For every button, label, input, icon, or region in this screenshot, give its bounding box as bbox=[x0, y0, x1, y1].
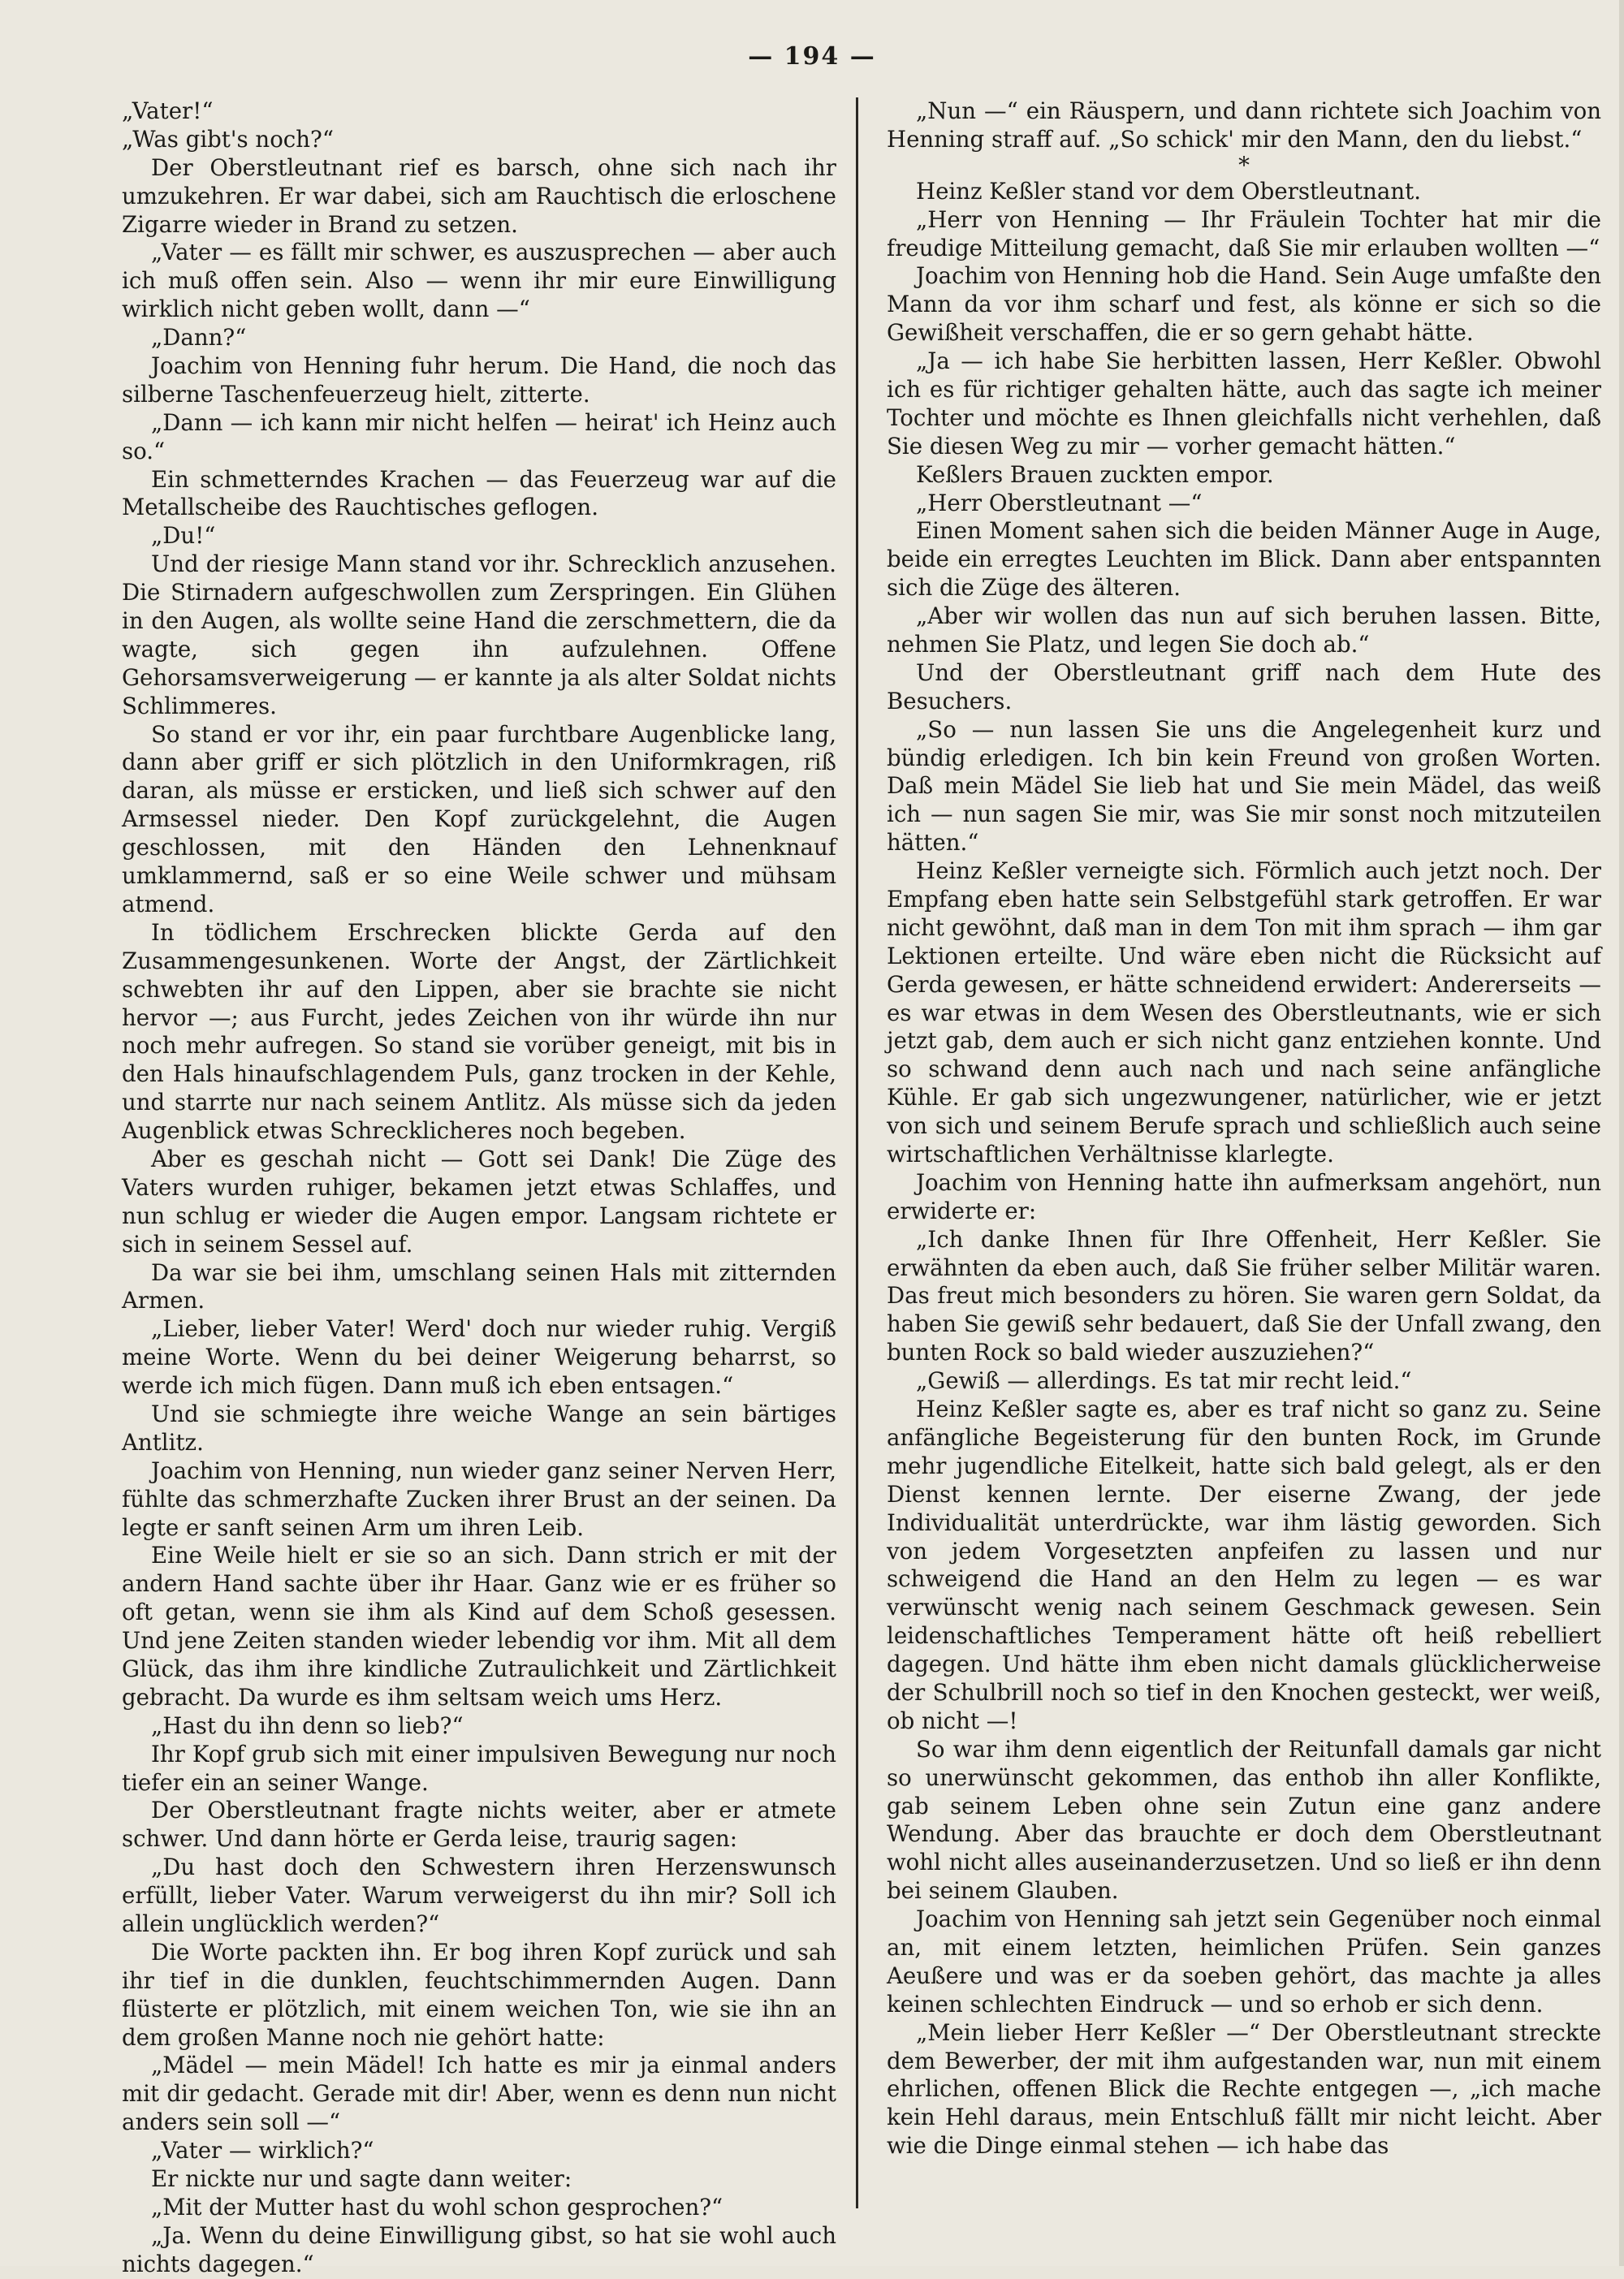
paragraph: Joachim von Henning, nun wieder ganz seiner Nerven Herr, fühlte das schmerzhafte Zucken ihrer Brust an der seinen. Da legte er sanft seinen Arm um ihren Leib. bbox=[122, 1457, 836, 1541]
paragraph: Ihr Kopf grub sich mit einer impulsiven Bewegung nur noch tiefer ein an seiner Wange. bbox=[122, 1740, 836, 1796]
page-number: — 194 — bbox=[748, 42, 876, 71]
paragraph: So war ihm denn eigentlich der Reitunfall damals gar nicht so unerwünscht gekommen, das enthob ihn aller Konflikte, gab seinem Leben ohne sein Zutun eine ganz andere Wendung. Aber das brauchte er doch dem Oberstleutnant wohl nicht alles auseinanderzusetzen. Und so ließ er ihn denn bei seinem Glauben. bbox=[887, 1735, 1601, 1905]
scan-edge-shadow bbox=[1619, 0, 1624, 2266]
paragraph: „Mit der Mutter hast du wohl schon gesprochen?“ bbox=[151, 2193, 723, 2221]
paragraph: Aber es geschah nicht — Gott sei Dank! Die Züge des Vaters wurden ruhiger, bekamen jetzt etwas Schlaffes, und nun schlug er wieder die Augen empor. Langsam richtete er sich in seinem Sessel auf. bbox=[122, 1145, 836, 1258]
section-break-asterisk: * bbox=[1238, 151, 1250, 179]
paragraph: Einen Moment sahen sich die beiden Männer Auge in Auge, beide ein erregtes Leuchten im Blick. Dann aber entspannten sich die Züge des älteren. bbox=[887, 517, 1601, 602]
paragraph: „Mädel — mein Mädel! Ich hatte es mir ja einmal anders mit dir gedacht. Gerade mit dir! Aber, wenn es denn nun nicht anders sein soll —“ bbox=[122, 2052, 836, 2136]
paragraph: „So — nun lassen Sie uns die Angelegenheit kurz und bündig erledigen. Ich bin kein Freund von großen Worten. Daß mein Mädel Sie lieb hat und Sie mein Mädel, das weiß ich — nun sagen Sie mir, was Sie mir sonst noch mitzuteilen hätten.“ bbox=[887, 715, 1601, 857]
paragraph: „Lieber, lieber Vater! Werd' doch nur wieder ruhig. Vergiß meine Worte. Wenn du bei deiner Weigerung beharrst, so werde ich mich fügen. Dann muß ich eben entsagen.“ bbox=[122, 1315, 836, 1400]
paragraph: „Hast du ihn denn so lieb?“ bbox=[151, 1711, 464, 1739]
column-divider bbox=[856, 97, 858, 2208]
paragraph: Der Oberstleutnant fragte nichts weiter, aber er atmete schwer. Und dann hörte er Gerda leise, traurig sagen: bbox=[122, 1797, 836, 1853]
paragraph: Heinz Keßler verneigte sich. Förmlich auch jetzt noch. Der Empfang eben hatte sein Selbstgefühl stark getroffen. Er war nicht gewöhnt, daß man in dem Ton mit ihm sprach — ihm gar Lektionen erteilte. Und wäre eben nicht die Rücksicht auf Gerda gewesen, er hätte schneidend erwidert: Andererseits — es war etwas in dem Wesen des Oberstleutnants, wie er sich jetzt gab, dem auch er sich nicht ganz entziehen konnte. Und so schwand denn auch nach und nach seine anfängliche Kühle. Er gab sich ungezwungener, natürlicher, wie er jetzt von sich und seinem Berufe sprach und schließlich auch seine wirtschaftlichen Verhältnisse klarlegte. bbox=[887, 857, 1601, 1168]
left-column bbox=[122, 97, 836, 2279]
paragraph: „Herr von Henning — Ihr Fräulein Tochter hat mir die freudige Mitteilung gemacht, daß Sie mir erlauben wollten —“ bbox=[887, 205, 1601, 261]
paragraph: „Vater!“ bbox=[122, 97, 214, 124]
paragraph: Joachim von Henning fuhr herum. Die Hand, die noch das silberne Taschenfeuerzeug hielt, zitterte. bbox=[122, 352, 836, 408]
paragraph: Joachim von Henning hatte ihn aufmerksam angehört, nun erwiderte er: bbox=[887, 1168, 1601, 1224]
paragraph: „Vater — wirklich?“ bbox=[151, 2137, 374, 2165]
paragraph: „Dann?“ bbox=[151, 324, 247, 352]
paragraph: Ein schmetterndes Krachen — das Feuerzeug war auf die Metallscheibe des Rauchtisches geflogen. bbox=[122, 465, 836, 521]
paragraph: „Du!“ bbox=[151, 522, 216, 550]
paragraph: Joachim von Henning hob die Hand. Sein Auge umfaßte den Mann da vor ihm scharf und fest, als könne er sich so die Gewißheit verschaffen, die er so gern gehabt hätte. bbox=[887, 262, 1601, 347]
paragraph: In tödlichem Erschrecken blickte Gerda auf den Zusammengesunkenen. Worte der Angst, der Zärtlichkeit schwebten ihr auf den Lippen, aber sie brachte sie nicht hervor —; aus Furcht, jedes Zeichen von ihr würde ihn nur noch mehr aufregen. So stand sie vorüber geneigt, mit bis in den Hals hinaufschlagendem Puls, ganz trocken in der Kehle, und starrte nur nach seinem Antlitz. Als müsse sich da jeden Augenblick etwas Schrecklicheres noch begeben. bbox=[122, 918, 836, 1145]
paragraph: „Herr Oberstleutnant —“ bbox=[916, 489, 1203, 516]
paragraph: Heinz Keßler stand vor dem Oberstleutnant. bbox=[916, 177, 1421, 205]
paragraph: So stand er vor ihr, ein paar furchtbare Augenblicke lang, dann aber griff er sich plötzlich in den Uniformkragen, riß daran, als müsse er ersticken, und ließ sich schwer auf den Armsessel nieder. Den Kopf zurückgelehnt, die Augen geschlossen, mit den Händen den Lehnenknauf umklammernd, saß er so eine Weile schwer und mühsam atmend. bbox=[122, 720, 836, 917]
paragraph: „Ich danke Ihnen für Ihre Offenheit, Herr Keßler. Sie erwähnten da eben auch, daß Sie früher selber Militär waren. Das freut mich besonders zu hören. Sie waren gern Soldat, da haben Sie gewiß sehr bedauert, daß Sie der Unfall zwang, den bunten Rock so bald wieder auszuziehen?“ bbox=[887, 1225, 1601, 1366]
paragraph: Keßlers Brauen zuckten empor. bbox=[916, 460, 1274, 488]
paragraph: Und sie schmiegte ihre weiche Wange an sein bärtiges Antlitz. bbox=[122, 1400, 836, 1456]
paragraph: Da war sie bei ihm, umschlang seinen Hals mit zitternden Armen. bbox=[122, 1258, 836, 1314]
paragraph: „Ja. Wenn du deine Einwilligung gibst, so hat sie wohl auch nichts dagegen.“ bbox=[122, 2221, 836, 2277]
paragraph: „Vater — es fällt mir schwer, es auszusprechen — aber auch ich muß offen sein. Also — wenn ihr mir eure Einwilligung wirklich nicht geben wollt, dann —“ bbox=[122, 239, 836, 323]
paragraph: „Was gibt's noch?“ bbox=[122, 125, 334, 153]
paragraph: „Ja — ich habe Sie herbitten lassen, Herr Keßler. Obwohl ich es für richtiger gehalten hätte, auch das sagte ich meiner Tochter und möchte es Ihnen gleichfalls nicht verhehlen, daß Sie diesen Weg zu mir — vorher gemacht hätten.“ bbox=[887, 347, 1601, 460]
paragraph: Heinz Keßler sagte es, aber es traf nicht so ganz zu. Seine anfängliche Begeisterung für den bunten Rock, im Grunde mehr jugendliche Eitelkeit, hatte sich bald gelegt, als er den Dienst kennen lernte. Der eiserne Zwang, der jede Individualität unterdrückte, war ihm lästig geworden. Sich von jedem Vorgesetzten anpfeifen zu lassen und nur schweigend die Hand an den Helm zu legen — es war verwünscht wenig nach seinem Geschmack gewesen. Sein leidenschaftliches Temperament hätte oft heiß rebelliert dagegen. Und hätte ihm eben nicht damals glücklicherweise der Schulbrill noch so tief in den Knochen gesteckt, wer weiß, ob nicht —! bbox=[887, 1396, 1601, 1734]
paragraph: „Gewiß — allerdings. Es tat mir recht leid.“ bbox=[916, 1367, 1412, 1395]
paragraph: „Mein lieber Herr Keßler —“ Der Oberstleutnant streckte dem Bewerber, der mit ihm aufgestanden war, nun mit einem ehrlichen, offenen Blick die Rechte entgegen —, „ich mache kein Hehl daraus, mein Entschluß fällt mir nicht leicht. Aber wie die Dinge einmal stehen — ich habe das bbox=[887, 2018, 1601, 2160]
paragraph: Eine Weile hielt er sie so an sich. Dann strich er mit der andern Hand sachte über ihr Haar. Ganz wie er es früher so oft getan, wenn sie ihm als Kind auf dem Schoß gesessen. Und jene Zeiten standen wieder lebendig vor ihm. Mit all dem Glück, das ihm ihre kindliche Zutraulichkeit und Zärtlichkeit gebracht. Da wurde es ihm seltsam weich ums Herz. bbox=[122, 1542, 836, 1711]
paragraph: Der Oberstleutnant rief es barsch, ohne sich nach ihr umzukehren. Er war dabei, sich am Rauchtisch die erloschene Zigarre wieder in Brand zu setzen. bbox=[122, 153, 836, 238]
paragraph: „Dann — ich kann mir nicht helfen — heirat' ich Heinz auch so.“ bbox=[122, 408, 836, 464]
paragraph: „Aber wir wollen das nun auf sich beruhen lassen. Bitte, nehmen Sie Platz, und legen Sie doch ab.“ bbox=[887, 602, 1601, 658]
paragraph: Und der Oberstleutnant griff nach dem Hute des Besuchers. bbox=[887, 658, 1601, 714]
paragraph: Die Worte packten ihn. Er bog ihren Kopf zurück und sah ihr tief in die dunklen, feuchtschimmernden Augen. Dann flüsterte er plötzlich, mit einem weichen Ton, wie sie ihn an dem großen Manne noch nie gehört hatte: bbox=[122, 1938, 836, 2051]
right-column bbox=[887, 97, 1601, 2160]
paragraph: Er nickte nur und sagte dann weiter: bbox=[151, 2165, 572, 2193]
paragraph: „Nun —“ ein Räuspern, und dann richtete sich Joachim von Henning straff auf. „So schick' mir den Mann, den du liebst.“ bbox=[887, 97, 1601, 153]
paragraph: „Du hast doch den Schwestern ihren Herzenswunsch erfüllt, lieber Vater. Warum verweigerst du ihn mir? Soll ich allein unglücklich werden?“ bbox=[122, 1854, 836, 1937]
paragraph: Joachim von Henning sah jetzt sein Gegenüber noch einmal an, mit einem letzten, heimlichen Prüfen. Sein ganzes Aeußere und was er da soeben gehört, das machte ja alles keinen schlechten Eindruck — und so erhob er sich denn. bbox=[887, 1906, 1601, 2018]
paragraph: Und der riesige Mann stand vor ihr. Schrecklich anzusehen. Die Stirnadern aufgeschwollen zum Zerspringen. Ein Glühen in den Augen, als wollte seine Hand die zerschmettern, die da wagte, sich gegen ihn aufzulehnen. Offene Gehorsamsverweigerung — er kannte ja als alter Soldat nichts Schlimmeres. bbox=[122, 550, 836, 719]
